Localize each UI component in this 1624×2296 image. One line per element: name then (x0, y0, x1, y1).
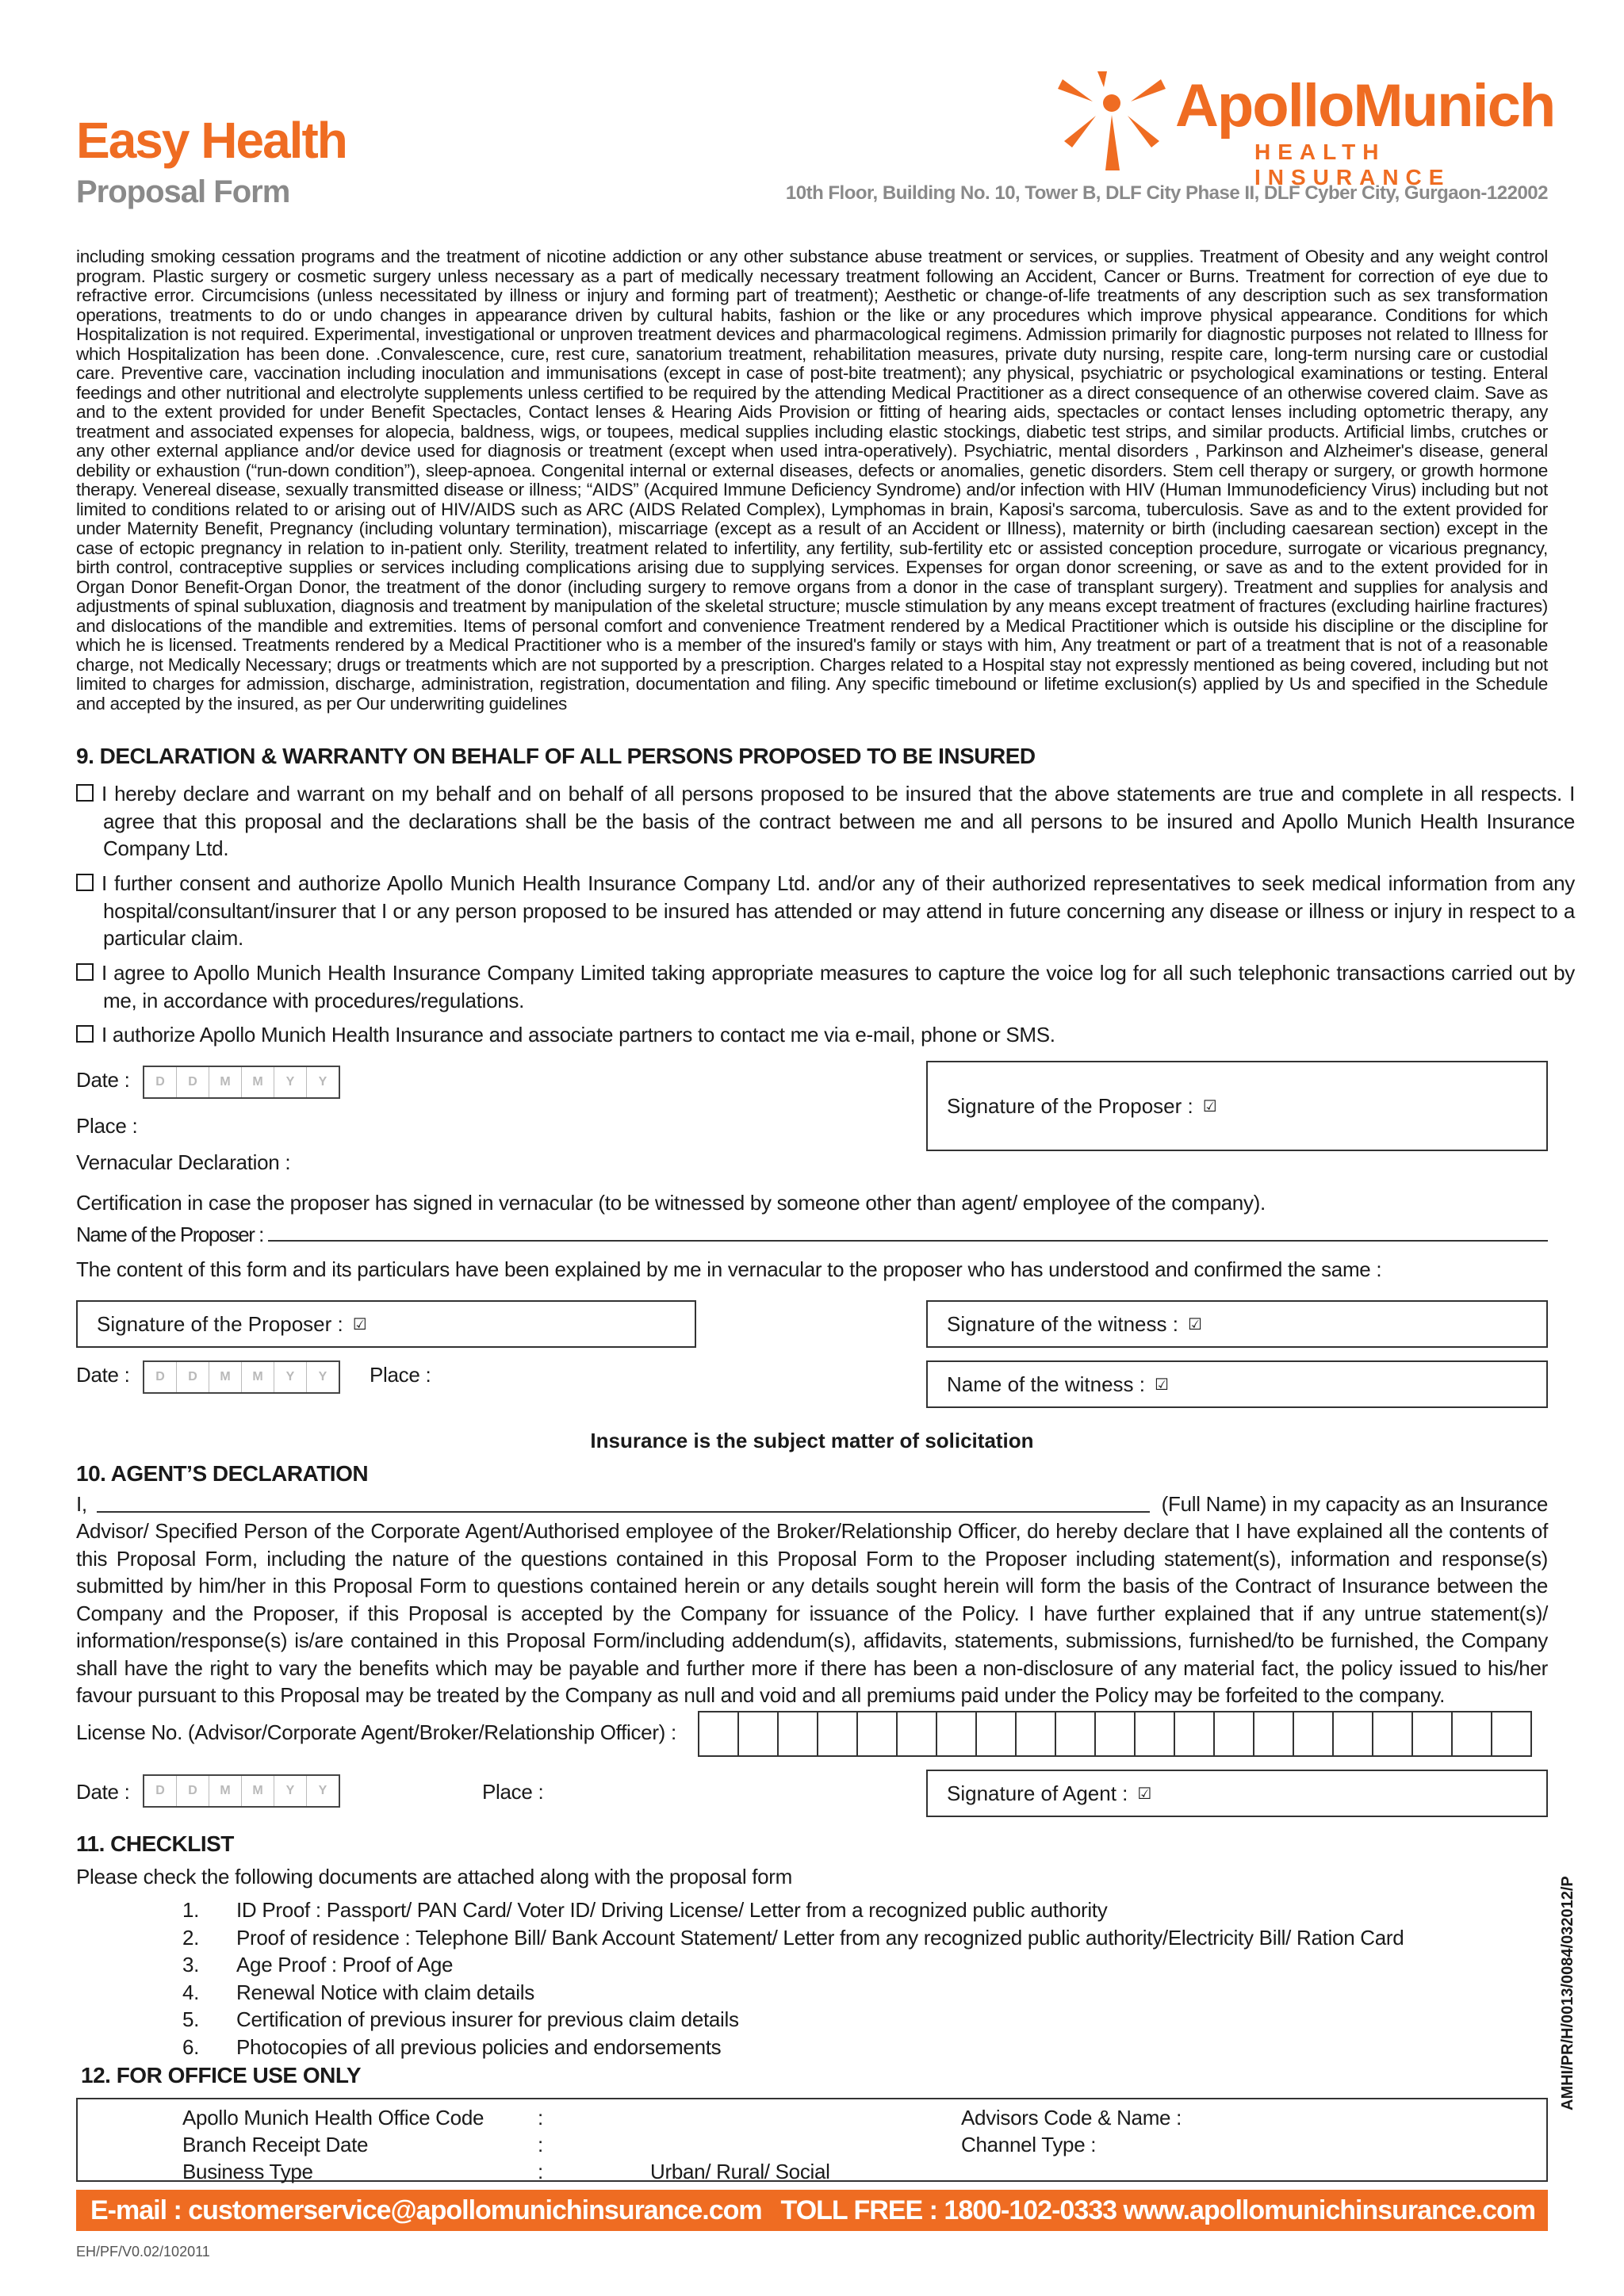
footer-email[interactable]: E-mail : customerservice@apollomunichinsurance.com (90, 2195, 762, 2225)
office-code-label: Apollo Munich Health Office Code (182, 2106, 485, 2130)
checklist-intro: Please check the following documents are attached along with the proposal form (76, 1865, 793, 1888)
declaration-checkbox-3[interactable] (76, 963, 94, 981)
vertical-approval-code: AMHI/PR/H/0013/0084/032012/P (1559, 1876, 1576, 2110)
declaration-item-3 (76, 959, 1575, 1014)
declaration-text-2: I further consent and authorize Apollo Munich Health Insurance Company Ltd. and/or any of their authorized representatives to seek medical information from any hospital/consultant/insurer that I or any person proposed to be insured has attended or may attend in future concerning any disease or illness or injury in respect to a particular claim. (102, 871, 1575, 950)
section-10-heading: 10. AGENT’S DECLARATION (76, 1461, 369, 1486)
checklist-item: 3. Age Proof : Proof of Age (182, 1953, 454, 1976)
proposer-signature-label: Signature of the Proposer : (947, 1093, 1193, 1118)
proposer-signature-box[interactable] (926, 1061, 1548, 1151)
form-title: Easy Health (76, 112, 347, 169)
agent-place-label: Place : (482, 1780, 544, 1804)
declaration-checkbox-1[interactable] (76, 784, 94, 802)
checklist-item: 4. Renewal Notice with claim details (182, 1980, 534, 2004)
company-logo (1056, 71, 1555, 189)
proposer-signature-label-2: Signature of the Proposer : (97, 1311, 343, 1336)
date-field-2[interactable]: D D M M Y Y (143, 1360, 340, 1394)
witness-signature-box[interactable] (926, 1300, 1548, 1348)
agent-i-label: I, (76, 1492, 87, 1516)
company-address: 10th Floor, Building No. 10, Tower B, DLF City Phase II, DLF Cyber City, Gurgaon-122002 (785, 182, 1548, 204)
checklist-item: 6. Photocopies of all previous policies and endorsements (182, 2034, 722, 2059)
form-subtitle: Proposal Form (76, 174, 290, 209)
business-type-label: Business Type (182, 2160, 313, 2183)
channel-type-label: Channel Type : (961, 2133, 1097, 2156)
license-number-boxes[interactable] (698, 1711, 1532, 1757)
footer-contact-bar (76, 2190, 1548, 2231)
advisors-code-label: Advisors Code & Name : (961, 2106, 1182, 2130)
tick-icon: ☑ (1187, 1315, 1202, 1334)
proposer-signature-box-2[interactable] (76, 1300, 696, 1348)
logo-wordmark: ApolloMunich (1175, 72, 1555, 140)
agent-declaration-text: Advisor/ Specified Person of the Corporate Agent/Authorised employee of the Broker/Relationship Officer, do hereby declare that I have explained all the contents of this Proposal Form, including the nature of the questions contained in this Proposal Form to the Proposer including statement(s), information and response(s) submitted by him/her in this Proposal Form to questions contained herein or any details sought herein will form the basis of the Contract of Insurance between the Company and the Proposer, if this Proposal is accepted by the Company for issuance of the Policy. I have further explained that if any untrue statement(s)/ information/response(s) is/are contained in this Proposal Form/including addendum(s), affidavits, statements, submissions, furnished/to be furnished, the Company shall have the right to vary the benefits which may be payable and further more if there has been a non-disclosure of any material fact, the policy issued to his/her favour pursuant to this Proposal may be treated by the Company as null and void and all premiums paid under the Policy may be forfeited to the company. (76, 1519, 1548, 1707)
section-12-heading: 12. FOR OFFICE USE ONLY (81, 2063, 362, 2087)
date-label: Date : (76, 1068, 130, 1092)
date-label-2: Date : (76, 1363, 130, 1387)
checklist (182, 1896, 1404, 2061)
declaration-item-2 (76, 870, 1575, 952)
declaration-text-4: I authorize Apollo Munich Health Insurance and associate partners to contact me via e-mail, phone or SMS. (102, 1023, 1055, 1047)
agent-signature-box[interactable] (926, 1770, 1548, 1817)
witness-name-box[interactable] (926, 1360, 1548, 1408)
logo-tagline: HEALTH INSURANCE (1254, 140, 1451, 189)
name-of-proposer-line[interactable] (268, 1240, 1548, 1242)
checklist-item: 1. ID Proof : Passport/ PAN Card/ Voter ID/ Driving License/ Letter from a recognized public authority (182, 1898, 1108, 1922)
place-label: Place : (76, 1114, 138, 1138)
office-use-box: Apollo Munich Health Office Code Branch Receipt Date Business Type : : : Urban/ Rural/ Social Advisors Code & Name : Channel Type : (76, 2098, 1548, 2182)
full-name-label: (Full Name) in my capacity as an Insurance (1161, 1492, 1548, 1516)
tick-icon: ☑ (1137, 1785, 1152, 1803)
witness-signature-label: Signature of the witness : (947, 1311, 1178, 1336)
receipt-date-label: Branch Receipt Date (182, 2133, 369, 2156)
checklist-item: 2. Proof of residence : Telephone Bill/ Bank Account Statement/ Letter from any recognized public authority/Electricity Bill/ Ration Card (182, 1925, 1404, 1950)
agent-date-label: Date : (76, 1780, 130, 1804)
solicitation-notice: Insurance is the subject matter of solicitation (590, 1429, 1034, 1452)
footer-tollfree-website[interactable]: TOLL FREE : 1800-102-0333 www.apollomunichinsurance.com (780, 2195, 1535, 2225)
name-of-proposer-label: Name of the Proposer : (76, 1223, 263, 1246)
section-9-heading: 9. DECLARATION & WARRANTY ON BEHALF OF ALL PERSONS PROPOSED TO BE INSURED (76, 744, 1036, 768)
checklist-item: 5. Certification of previous insurer for previous claim details (182, 2007, 739, 2031)
witness-name-label: Name of the witness : (947, 1372, 1145, 1396)
agent-signature-label: Signature of Agent : (947, 1781, 1128, 1805)
date-field[interactable]: D D M M Y Y (143, 1066, 340, 1099)
vernacular-declaration-label: Vernacular Declaration : (76, 1150, 291, 1174)
exclusions-paragraph: including smoking cessation programs and the treatment of nicotine addiction or any other substance abuse treatment or services, or supplies. Treatment of Obesity and any weight control program. Plastic surgery or cosmetic surgery unless necessary as a part of medically necessary treatment following an Accident, Cancer or Burns. Treatment for correction of eye due to refractive error. Circumcisions (unless necessitated by illness or injury and forming part of treatment); Aesthetic or change-of-life treatments of any description such as sex transformation operations, treatments to do or undo changes in appearance driven by cultural habits, fashion or the like or any procedures which improve physical appearance. Conditions for which Hospitalization is not required. Experimental, investigational or unproven treatment devices and pharmacological regimens. Admission primarily for diagnostic purposes not related to Illness for which Hospitalization has been done. .Convalescence, cure, rest cure, sanatorium treatment, rehabilitation measures, private duty nursing, respite care, long-term nursing care or custodial care. Preventive care, vaccination including inoculation and immunisations (except in case of post-bite treatment); any physical, psychiatric or psychological examinations or testing. Enteral feedings and other nutritional and electrolyte supplements unless certified to be required by the attending Medical Practitioner as a direct consequence of an otherwise covered claim. Save as and to the extent provided for under Benefit Spectacles, Contact lenses & Hearing Aids Provision or fitting of hearing aids, spectacles or contact lenses including optometric therapy, any treatment and associated expenses for alopecia, baldness, wigs, or toupees, medical supplies including elastic stockings, diabetic test strips, and similar products. Artificial limbs, crutches or any other external appliance and/or device used for diagnosis or treatment (except when used intra-operatively). Psychiatric, mental disorders , Parkinson and Alzheimer's disease, general debility or exhaustion (“run-down condition”), sleep-apnoea. Congenital internal or external diseases, defects or anomalies, genetic disorders. Stem cell therapy or surgery, or growth hormone therapy. Venereal disease, sexually transmitted disease or illness; “AIDS” (Acquired Immune Deficiency Syndrome) and/or infection with HIV (Human Immunodeficiency Virus) including but not limited to conditions related to or arising out of HIV/AIDS such as ARC (AIDS Related Complex), Lymphomas in brain, Kaposi's sarcoma, tuberculosis. Save as and to the extent provided for under Maternity Benefit, Pregnancy (including voluntary termination), miscarriage (except as a result of an Accident or Illness), maternity or birth (including caesarean section) except in the case of ectopic pregnancy in relation to in-patient only. Sterility, treatment related to infertility, any fertility, sub-fertility etc or assisted conception procedure, surrogate or vicarious pregnancy, birth control, contraceptive supplies or services including complications arising due to supplying services. Expenses for organ donor screening, or save as and to the extent provided for in Organ Donor Benefit-Organ Donor, the treatment of the donor (including surgery to remove organs from a donor in the case of transplant surgery). Treatment and supplies for analysis and adjustments of spinal subluxation, diagnosis and treatment by manipulation of the skeletal structure; muscle stimulation by any means except treatment of fractures (excluding hairline fractures) and dislocations of the mandible and extremities. Items of personal comfort and convenience Treatment rendered by a Medical Practitioner which is outside his discipline or the discipline for which he is licensed. Treatments rendered by a Medical Practitioner who is a member of the insured's family or stays with him, Any treatment or part of a treatment that is not of a reasonable charge, not Medically Necessary; drugs or treatments which are not supported by a prescription. Charges related to a Hospital stay not expressly mentioned as being covered, including but not limited to charges for admission, discharge, administration, registration, documentation and filing. Any specific timebound or lifetime exclusion(s) applied by Us and specified in the Schedule and accepted by the insured, as per Our underwriting guidelines (76, 247, 1548, 714)
tick-icon: ☑ (1155, 1376, 1169, 1394)
declaration-text-3: I agree to Apollo Munich Health Insurance Company Limited taking appropriate measures to capture the voice log for all such telephonic transactions carried out by me, in accordance with procedures/regulations. (102, 961, 1575, 1012)
content-explained-text: The content of this form and its particulars have been explained by me in vernacular to the proposer who has understood and confirmed the same : (76, 1257, 1382, 1281)
agent-date-field[interactable]: D D M M Y Y (143, 1774, 340, 1808)
document-version-code: EH/PF/V0.02/102011 (76, 2244, 210, 2260)
sunburst-logo-icon (1056, 71, 1167, 174)
place-label-2: Place : (370, 1363, 431, 1387)
section-11-heading: 11. CHECKLIST (76, 1831, 234, 1856)
declaration-item-4 (76, 1021, 1575, 1049)
business-type-options: Urban/ Rural/ Social (650, 2160, 830, 2183)
declaration-checkbox-2[interactable] (76, 874, 94, 891)
tick-icon: ☑ (352, 1315, 367, 1334)
license-number-label: License No. (Advisor/Corporate Agent/Broker/Relationship Officer) : (76, 1720, 676, 1744)
declaration-text-1: I hereby declare and warrant on my behalf and on behalf of all persons proposed to be insured that the above statements are true and complete in all respects. I agree that this proposal and the declarations shall be the basis of the contract between me and all persons to be insured and Apollo Munich Health Insurance Company Ltd. (102, 782, 1575, 860)
agent-full-name-line[interactable] (97, 1511, 1150, 1513)
declaration-checkbox-4[interactable] (76, 1025, 94, 1043)
certification-text: Certification in case the proposer has signed in vernacular (to be witnessed by someone other than agent/ employee of the company). (76, 1191, 1266, 1215)
declaration-item-1 (76, 780, 1575, 863)
tick-icon: ☑ (1202, 1097, 1217, 1115)
